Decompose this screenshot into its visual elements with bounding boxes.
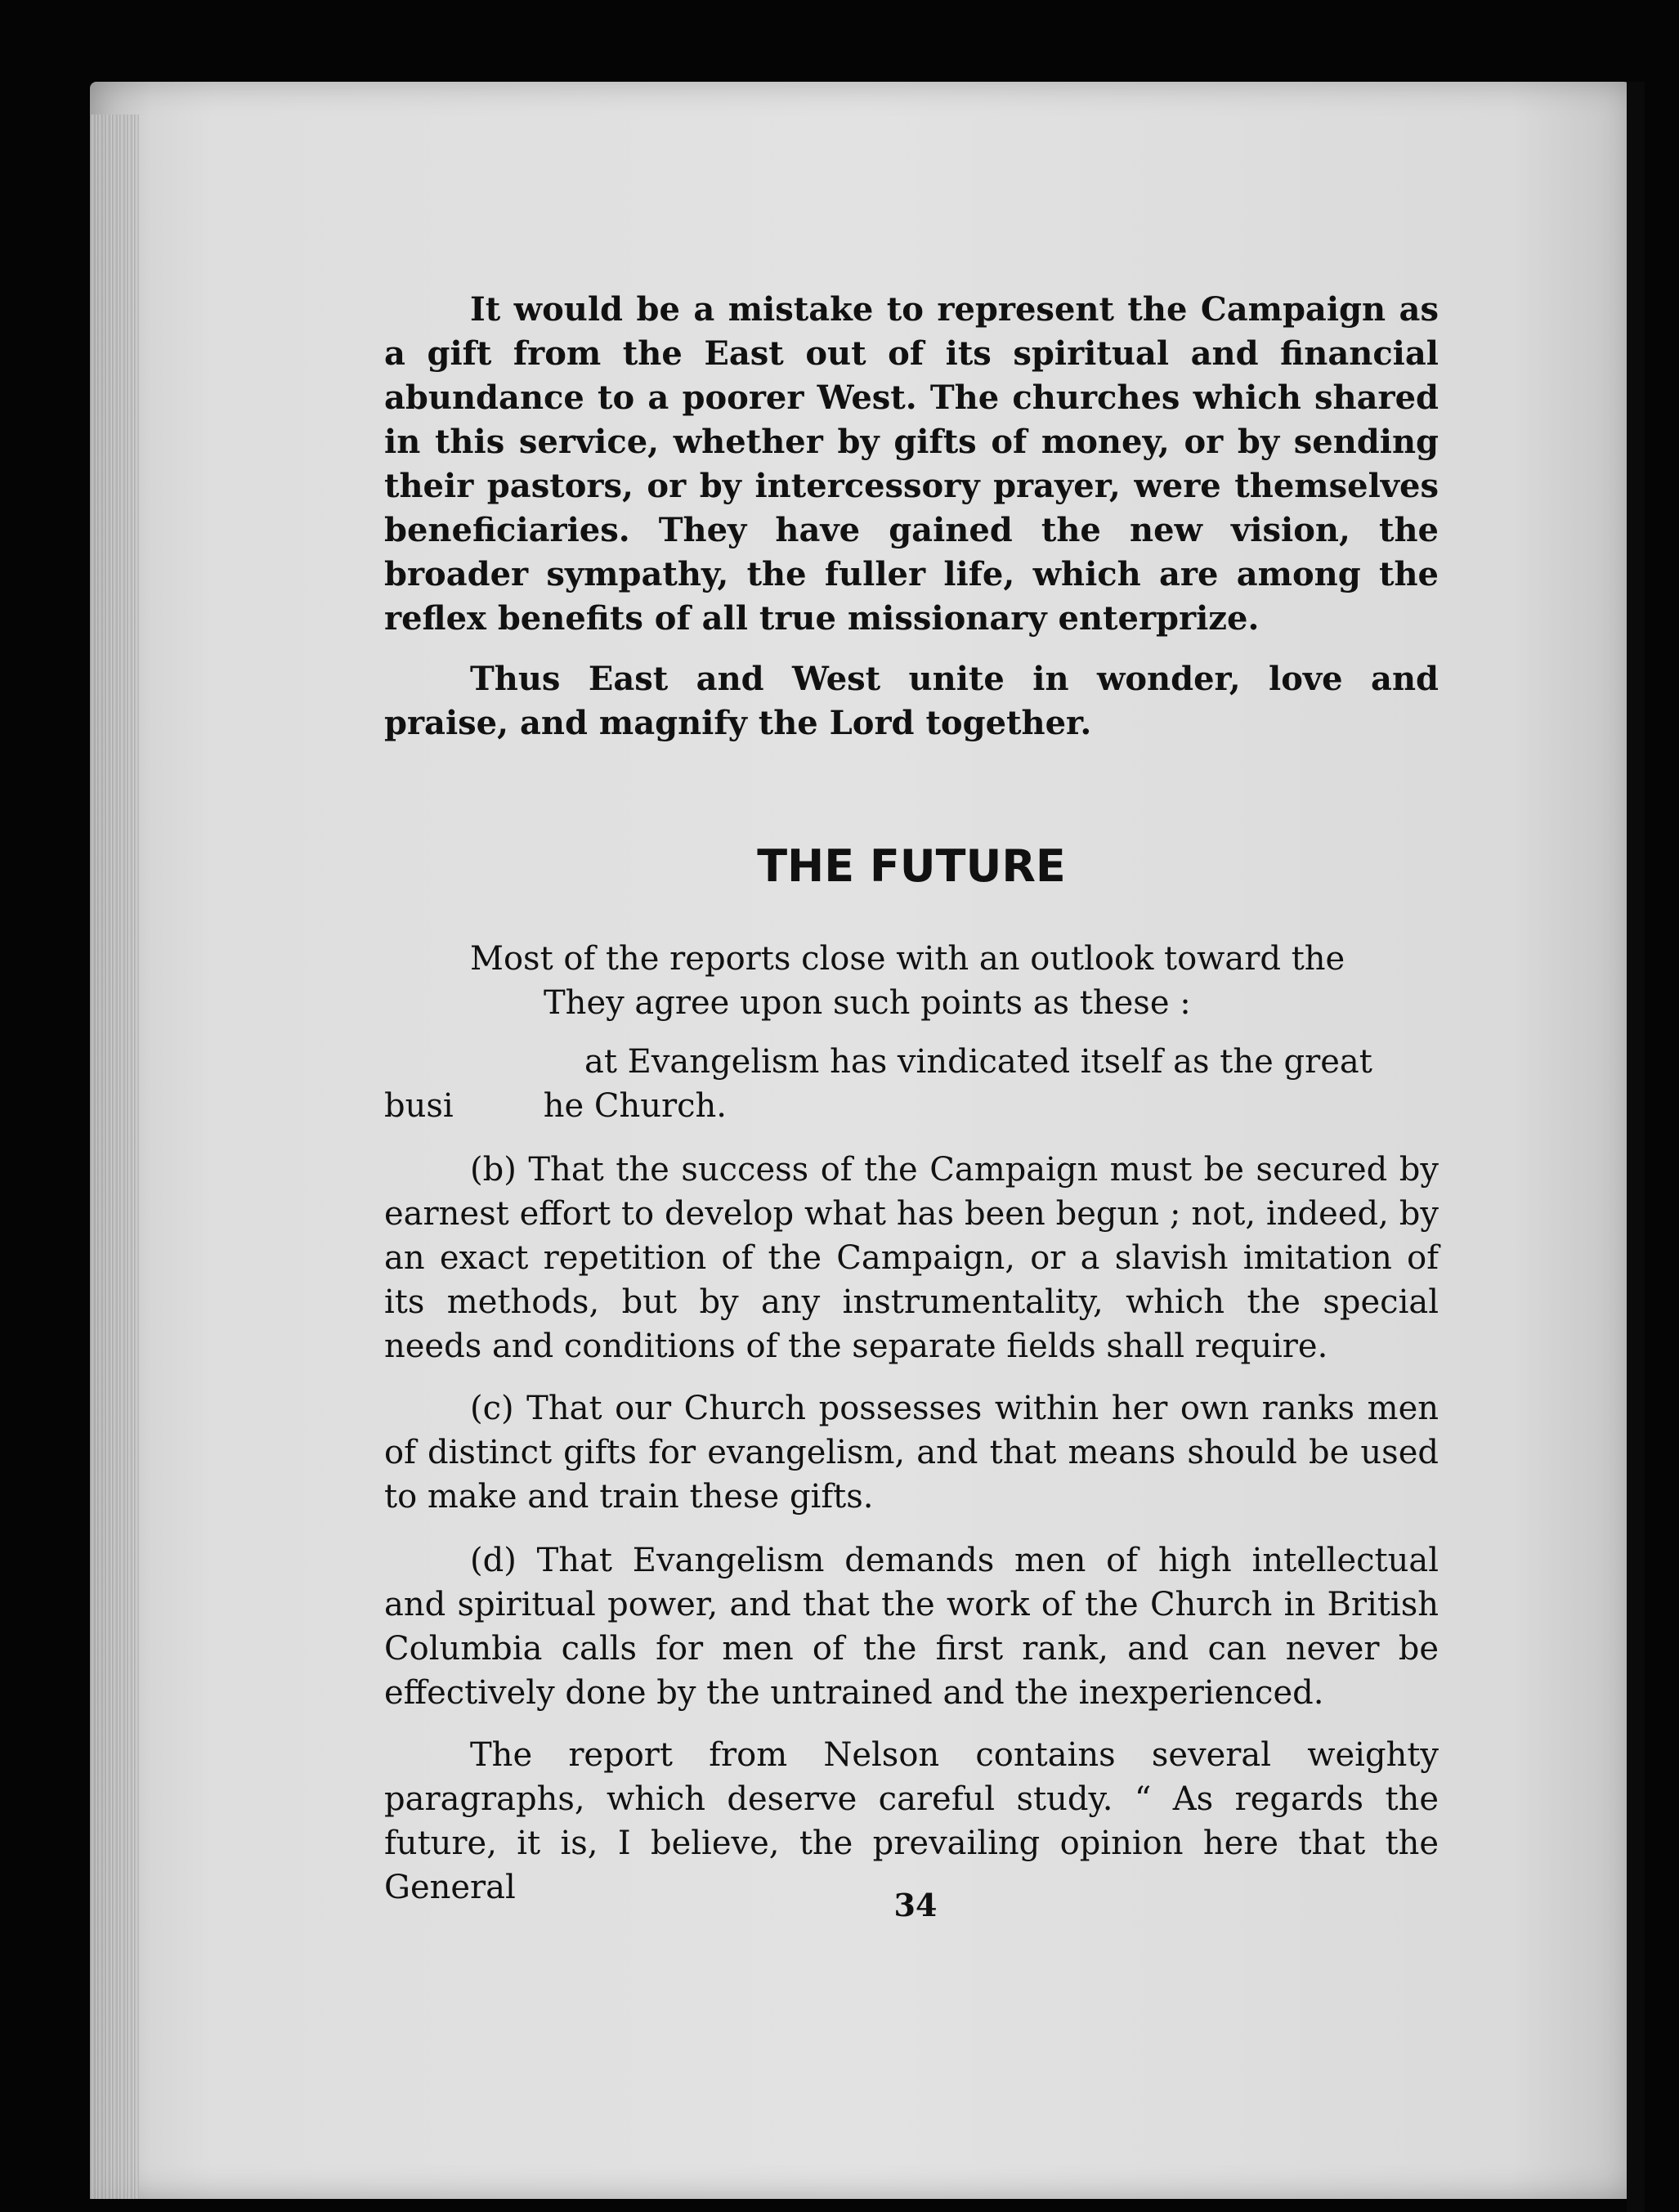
point-a-line-1: at Evangelism has vindicated itself as the great — [584, 1043, 1372, 1081]
paragraph-campaign-gift: It would be a mistake to represent the Campaign as a gift from the East out of its spiritual and financial abundance to a poorer West. The churches which shared in this service, whether by gifts of money, or by sending their pastors, or by intercessory prayer, were themselves beneficiaries. They have gained the new vision, the broader sympathy, the fuller life, which are among the reflex benefits of all true missionary enterprize. — [384, 290, 1439, 638]
paragraph-nelson-report: The report from Nelson contains several weighty paragraphs, which deserve careful study. “ As regards the future, it is, I believe, the prevailing opinion here that the General — [384, 1736, 1439, 1906]
section-heading: THE FUTURE — [757, 840, 1066, 892]
paragraph-east-west: Thus East and West unite in wonder, love and praise, and magnify the Lord together. — [384, 660, 1439, 742]
point-b: (b) That the success of the Campaign must be secured by earnest effort to develop what has been begun ; not, indeed, by an exact repetition of the Campaign, or a slavish imitation of its methods, but by any instrumentality, which the special needs and conditions of the separate fields shall require. — [384, 1151, 1439, 1365]
point-d: (d) That Evangelism demands men of high intellectual and spiritual power, and that the work of the Church in British Columbia calls for men of the first rank, and can never be effectively done by the untrained and the inexperienced. — [384, 1542, 1439, 1712]
point-a-fragment-start: busi — [384, 1087, 454, 1125]
page-number: 34 — [893, 1887, 938, 1923]
point-a-line-2 — [384, 1084, 1439, 1128]
intro-line-2: They agree upon such points as these : — [544, 984, 1191, 1022]
intro-line-1: Most of the reports close with an outlook toward the — [470, 940, 1345, 978]
point-a-fragment-end: he Church. — [543, 1087, 727, 1125]
page-binding-edge — [90, 114, 139, 2199]
page-right-shadow — [1627, 82, 1645, 2212]
point-c: (c) That our Church possesses within her own ranks men of distinct gifts for evangelism, and that means should be used to make and train these gifts. — [384, 1390, 1439, 1516]
